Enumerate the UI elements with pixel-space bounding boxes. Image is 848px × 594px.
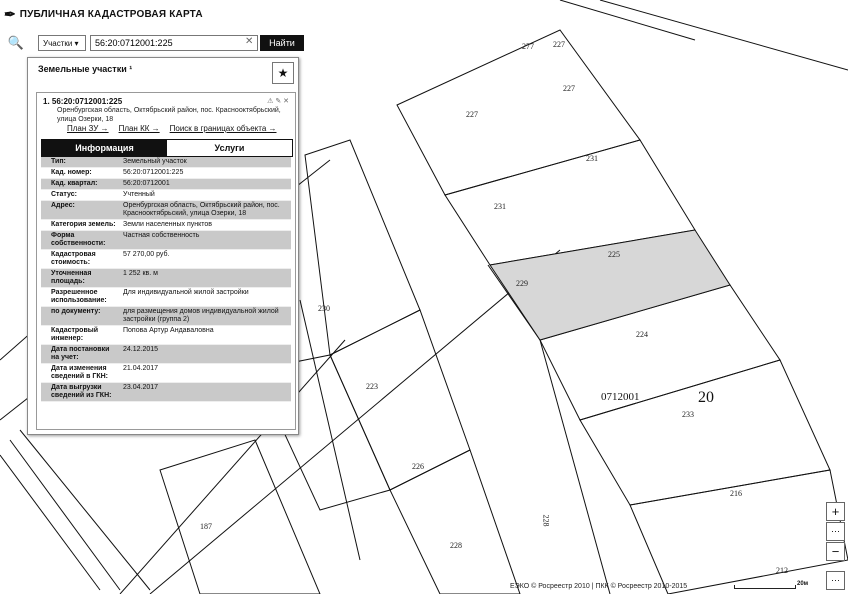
parcel-label-228: 228 <box>450 541 462 550</box>
attribute-value: Земли населенных пунктов <box>123 221 213 228</box>
attribute-key: Дата изменения сведений в ГКН: <box>51 365 108 380</box>
parcel-outline <box>160 440 320 594</box>
parcel-outline <box>330 310 470 490</box>
parcel-label-187: 187 <box>200 522 212 531</box>
parcel-label-233: 233 <box>682 410 694 419</box>
parcel-item-header[interactable] <box>43 97 289 124</box>
parcel-label-223: 223 <box>366 382 378 391</box>
attribute-row <box>41 250 291 269</box>
attribute-value: Частная собственность <box>123 232 200 239</box>
attribute-key: Категория земель: <box>51 221 116 228</box>
attribute-value: 1 252 кв. м <box>123 270 158 277</box>
parcel-label-226: 226 <box>412 462 424 471</box>
scale-bar <box>734 585 796 589</box>
attribute-row <box>41 179 291 190</box>
parcel-label-231: 231 <box>494 202 506 211</box>
attribute-value: 24.12.2015 <box>123 346 159 353</box>
parcel-label-225: 225 <box>608 250 620 259</box>
attribute-value: 23.04.2017 <box>123 384 159 391</box>
attribute-value: 56:20:0712001:225 <box>123 169 184 176</box>
attribute-row <box>41 345 291 364</box>
attribute-value: 21.04.2017 <box>123 365 159 372</box>
zoom-controls <box>826 502 844 591</box>
attribute-key: Дата выгрузки сведений из ГКН: <box>51 384 112 399</box>
link-search-in-bounds[interactable]: Поиск в границах объекта → <box>169 124 277 133</box>
road-line <box>600 0 848 70</box>
item-index: 1. <box>43 97 50 106</box>
parcel-links <box>67 124 277 133</box>
parcel-label-227: 227 <box>466 110 478 119</box>
road-line <box>20 430 150 590</box>
parcel-label-228: 228 <box>541 514 551 527</box>
attribute-row <box>41 364 291 383</box>
attribute-row <box>41 288 291 307</box>
zoom-out-button[interactable]: − <box>826 542 845 561</box>
attribute-table <box>41 157 291 402</box>
parcel-outline <box>390 450 520 594</box>
parcel-label-229: 229 <box>516 279 528 288</box>
item-cadastral-number[interactable]: 56:20:0712001:225 <box>51 97 123 106</box>
attribute-key: Статус: <box>51 191 77 198</box>
attribute-value: для размещения домов индивидуальной жилой застройки (группа 2) <box>123 308 279 323</box>
attribute-key: Кад. квартал: <box>51 180 98 187</box>
parcel-label-230: 230 <box>318 304 330 313</box>
copyright-footer: ЕЭКО © Росреестр 2010 | ПКК © Росреестр 2010-2015 <box>510 583 688 590</box>
attribute-key: Форма собственности: <box>51 232 106 247</box>
attribute-value: 56:20:0712001 <box>123 180 170 187</box>
attribute-row <box>41 269 291 288</box>
tab-services[interactable]: Услуги <box>214 143 245 153</box>
attribute-row <box>41 157 291 168</box>
link-plan-kk[interactable]: План КК → <box>118 124 160 133</box>
attribute-key: Кад. номер: <box>51 169 92 176</box>
item-tools-icon[interactable]: ⚠ ✎ ✕ <box>267 98 289 105</box>
district-number: 20 <box>698 389 714 406</box>
road-line <box>10 440 120 590</box>
search-icon[interactable]: 🔍 <box>7 35 25 50</box>
zoom-in-button[interactable]: + <box>826 502 845 521</box>
info-panel <box>27 57 299 435</box>
attribute-key: Дата постановки на учет: <box>51 346 110 361</box>
layers-menu-icon[interactable]: ⋯ <box>826 571 845 590</box>
attribute-value: Попова Артур Андаваловна <box>123 327 214 334</box>
attribute-row <box>41 190 291 201</box>
search-bar <box>4 34 304 54</box>
item-address: Оренбургская область, Октябрьский район, пос. Краснооктябрьский, улица Озерки, 18 <box>57 107 281 123</box>
attribute-value: Земельный участок <box>123 158 187 165</box>
attribute-row <box>41 231 291 250</box>
attribute-key: Уточненная площадь: <box>51 270 92 285</box>
attribute-key: Адрес: <box>51 202 75 209</box>
attribute-key: Кадастровая стоимость: <box>51 251 96 266</box>
parcel-outline <box>305 140 420 355</box>
attribute-key: Разрешенное использование: <box>51 289 107 304</box>
scale-label: 20м <box>797 581 809 587</box>
zoom-more-icon[interactable]: ⋯ <box>826 522 845 541</box>
attribute-value: 57 270,00 руб. <box>123 251 170 258</box>
attribute-value: Учтенный <box>123 191 155 198</box>
find-button[interactable]: Найти <box>260 35 304 51</box>
road-line <box>560 0 695 40</box>
attribute-value: Для индивидуальной жилой застройки <box>123 289 249 296</box>
parcel-label-231: 231 <box>586 154 598 163</box>
clear-icon[interactable]: ✕ <box>245 36 254 47</box>
app-title: ПУБЛИЧНАЯ КАДАСТРОВАЯ КАРТА <box>19 9 203 20</box>
road-line <box>0 455 100 590</box>
tab-info[interactable]: Информация <box>42 140 167 156</box>
attribute-row <box>41 326 291 345</box>
link-plan-zu[interactable]: План ЗУ → <box>67 124 109 133</box>
block-number: 0712001 <box>601 391 640 403</box>
app-header <box>4 6 203 23</box>
attribute-key: по документу: <box>51 308 101 315</box>
attribute-key: Тип: <box>51 158 66 165</box>
attribute-row <box>41 201 291 220</box>
parcel-label-277: 277 <box>522 42 534 51</box>
search-input[interactable] <box>90 35 258 51</box>
parcel-label-227: 227 <box>553 40 565 49</box>
attribute-row <box>41 307 291 326</box>
parcel-label-227: 227 <box>563 84 575 93</box>
layer-select[interactable]: Участки ▾ <box>38 35 86 51</box>
parcel-label-224: 224 <box>636 330 648 339</box>
attribute-row <box>41 168 291 179</box>
map-logo-icon: ✒ <box>4 6 16 22</box>
parcel-card <box>36 92 296 430</box>
panel-title: Земельные участки ¹ <box>38 64 133 74</box>
parcel-outline <box>580 360 830 505</box>
favorite-star-button[interactable]: ★ <box>272 62 294 84</box>
parcel-outline <box>397 30 640 195</box>
attribute-row <box>41 220 291 231</box>
attribute-key: Кадастровый инженер: <box>51 327 99 342</box>
parcel-label-212: 212 <box>776 566 788 575</box>
parcel-label-216: 216 <box>730 489 742 498</box>
attribute-row <box>41 383 291 402</box>
panel-tabs <box>41 139 293 157</box>
attribute-value: Оренбургская область, Октябрьский район, пос. Краснооктябрьский, улица Озерки, 18 <box>123 202 280 217</box>
